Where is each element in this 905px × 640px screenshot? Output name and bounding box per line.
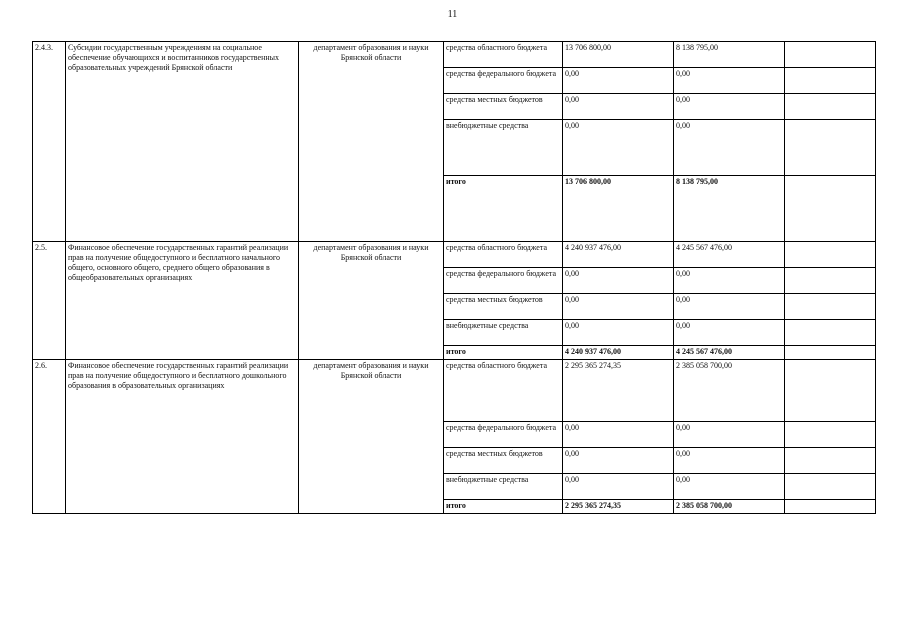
total-value: 8 138 795,00	[674, 176, 785, 242]
item-department: департамент образования и науки Брянской области	[299, 360, 444, 514]
source-label: средства федерального бюджета	[444, 422, 563, 448]
budget-table	[32, 41, 876, 514]
total-value: 13 706 800,00	[563, 176, 674, 242]
value-cell: 0,00	[563, 448, 674, 474]
item-department: департамент образования и науки Брянской области	[299, 42, 444, 242]
value-cell: 0,00	[674, 268, 785, 294]
source-label: средства областного бюджета	[444, 242, 563, 268]
value-cell: 0,00	[674, 474, 785, 500]
value-cell: 0,00	[563, 320, 674, 346]
value-cell: 0,00	[563, 474, 674, 500]
value-cell: 2 295 365 274,35	[563, 360, 674, 422]
empty-cell	[785, 346, 876, 360]
item-number: 2.4.3.	[33, 42, 66, 242]
total-value: 2 295 365 274,35	[563, 500, 674, 514]
value-cell: 0,00	[674, 120, 785, 176]
empty-cell	[785, 176, 876, 242]
empty-cell	[785, 294, 876, 320]
value-cell: 0,00	[563, 294, 674, 320]
item-number: 2.6.	[33, 360, 66, 514]
source-label: средства местных бюджетов	[444, 94, 563, 120]
source-label: внебюджетные средства	[444, 120, 563, 176]
empty-cell	[785, 94, 876, 120]
value-cell: 0,00	[674, 448, 785, 474]
item-name: Финансовое обеспечение государственных гарантий реализации прав на получение общедоступного и бесплатного дошкольного образования в образовательных организациях	[66, 360, 299, 514]
empty-cell	[785, 42, 876, 68]
value-cell: 8 138 795,00	[674, 42, 785, 68]
empty-cell	[785, 448, 876, 474]
value-cell: 0,00	[563, 422, 674, 448]
total-value: 4 240 937 476,00	[563, 346, 674, 360]
source-label: средства местных бюджетов	[444, 294, 563, 320]
empty-cell	[785, 320, 876, 346]
empty-cell	[785, 68, 876, 94]
source-label: внебюджетные средства	[444, 320, 563, 346]
empty-cell	[785, 422, 876, 448]
total-label: итого	[444, 346, 563, 360]
value-cell: 4 245 567 476,00	[674, 242, 785, 268]
source-label: внебюджетные средства	[444, 474, 563, 500]
total-value: 4 245 567 476,00	[674, 346, 785, 360]
empty-cell	[785, 268, 876, 294]
empty-cell	[785, 242, 876, 268]
value-cell: 0,00	[674, 94, 785, 120]
value-cell: 4 240 937 476,00	[563, 242, 674, 268]
value-cell: 0,00	[563, 120, 674, 176]
table-row	[33, 360, 876, 422]
empty-cell	[785, 474, 876, 500]
source-label: средства федерального бюджета	[444, 268, 563, 294]
total-value: 2 385 058 700,00	[674, 500, 785, 514]
table-row	[33, 242, 876, 268]
source-label: средства областного бюджета	[444, 42, 563, 68]
value-cell: 13 706 800,00	[563, 42, 674, 68]
item-number: 2.5.	[33, 242, 66, 360]
total-label: итого	[444, 176, 563, 242]
source-label: средства местных бюджетов	[444, 448, 563, 474]
value-cell: 0,00	[563, 68, 674, 94]
value-cell: 2 385 058 700,00	[674, 360, 785, 422]
value-cell: 0,00	[563, 94, 674, 120]
value-cell: 0,00	[674, 320, 785, 346]
page-number: 11	[447, 9, 458, 20]
value-cell: 0,00	[563, 268, 674, 294]
empty-cell	[785, 500, 876, 514]
total-label: итого	[444, 500, 563, 514]
value-cell: 0,00	[674, 68, 785, 94]
item-department: департамент образования и науки Брянской области	[299, 242, 444, 360]
value-cell: 0,00	[674, 294, 785, 320]
source-label: средства областного бюджета	[444, 360, 563, 422]
empty-cell	[785, 360, 876, 422]
item-name: Финансовое обеспечение государственных гарантий реализации прав на получение общедоступного и бесплатного начального общего, основного общего, среднего общего образования в общеобразовательных организациях	[66, 242, 299, 360]
empty-cell	[785, 120, 876, 176]
source-label: средства федерального бюджета	[444, 68, 563, 94]
item-name: Субсидии государственным учреждениям на социальное обеспечение обучающихся и воспитанников государственных образовательных учреждений Брянской области	[66, 42, 299, 242]
table-row	[33, 42, 876, 68]
value-cell: 0,00	[674, 422, 785, 448]
